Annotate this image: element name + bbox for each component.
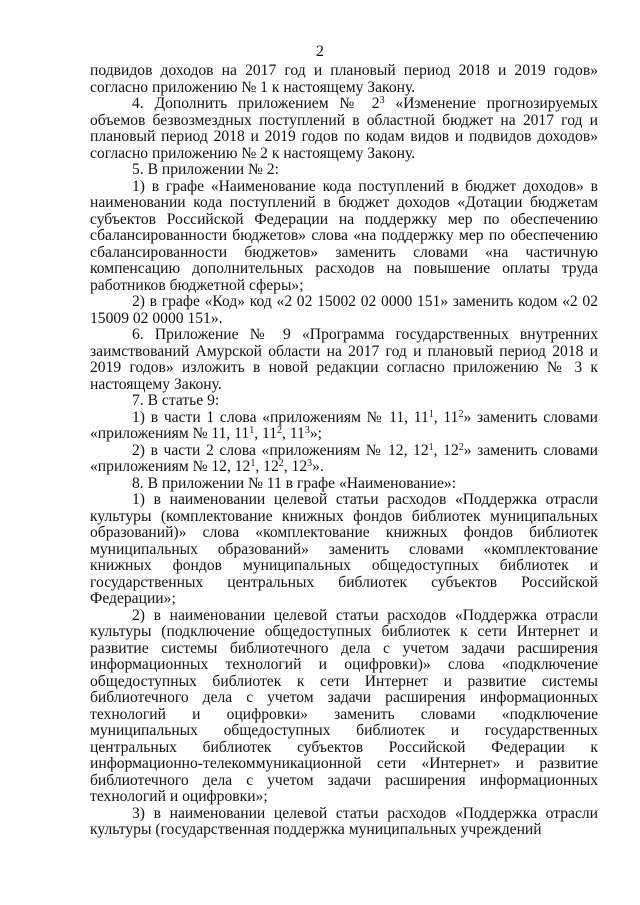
paragraph-item-8-2: 2) в наименовании целевой статьи расходов «Поддержка отрасли культуры (подключение общедоступных библиотек к сети Интернет и развитие системы библиотечного дела с учетом задачи расширения информационных технологий и оцифровки)» слова «подключение общедоступных библиотек к сети Интернет и развитие системы библиотечного дела с учетом задачи расширения информационных технологий и оцифровки» заменить словами «подключение муниципальных общедоступных библиотек и государственных центральных библиотек субъектов Российской Федерации к информационно-телекоммуникационной сети «Интернет» и развитие библиотечного дела с учетом задачи расширения информационных технологий и оцифровки»;: [90, 606, 598, 805]
paragraph-item-5: 5. В приложении № 2:: [132, 161, 279, 178]
paragraph-item-7-1: 1) в части 1 слова «приложениям № 11, $11^1$, $11^2$» заменить словами «приложениям № 11, $11^1$, $11^2$, $11^3$»;: [90, 408, 598, 442]
paragraph-item-5-2: 2) в графе «Код» код «2 02 15002 02 0000 151» заменить кодом «2 02 15009 02 0000 151».: [90, 293, 598, 327]
paragraph-item-8-1: 1) в наименовании целевой статьи расходов «Поддержка отрасли культуры (комплектование книжных фондов библиотек муниципальных образований)» слова «комплектование книжных фондов библиотек муниципальных образований» заменить словами «комплектование книжных фондов муниципальных общедоступных библиотек и государственных центральных библиотек субъектов Российской Федерации»;: [90, 491, 598, 607]
paragraph-cont-1: подвидов доходов на 2017 год и плановый период 2018 и 2019 годов» согласно приложению № 1 к настоящему Закону.: [90, 62, 598, 96]
paragraph-item-7-2: 2) в части 2 слова «приложениям № 12, $12^1$, $12^2$» заменить словами «приложениям № 12, $12^1$, $12^2$, $12^3$».: [90, 441, 599, 475]
paragraph-item-7: 7. В статье 9:: [132, 392, 220, 409]
paragraph-item-8: 8. В приложении № 11 в графе «Наименование»:: [132, 474, 457, 492]
document-body: [90, 63, 598, 839]
paragraph-item-4: 4. Дополнить приложением № $2^3$ «Изменение прогнозируемых объемов безвозмездных поступлений в областной бюджет на 2017 год и плановый период 2018 и 2019 годов по кодам видов и подвидов доходов» согласно приложению № 2 к настоящему Закону.: [90, 95, 598, 162]
page-number: 2: [316, 43, 324, 60]
paragraph-item-8-3: 3) в наименовании целевой статьи расходов «Поддержка отрасли культуры (государственная поддержка муниципальных учреждений: [90, 804, 598, 838]
paragraph-item-6: 6. Приложение № 9 «Программа государственных внутренних заимствований Амурской области на 2017 год и плановый период 2018 и 2019 годов» изложить в новой редакции согласно приложению № 3 к настоящему Закону.: [90, 326, 598, 393]
paragraph-item-5-1: 1) в графе «Наименование кода поступлений в бюджет доходов» в наименовании кода поступлений в бюджет доходов «Дотации бюджетам субъектов Российской Федерации на поддержку мер по обеспечению сбалансированности бюджетов» слова «на поддержку мер по обеспечению сбалансированности бюджетов» заменить словами «на частичную компенсацию дополнительных расходов на повышение оплаты труда работников бюджетной сферы»;: [90, 177, 598, 294]
